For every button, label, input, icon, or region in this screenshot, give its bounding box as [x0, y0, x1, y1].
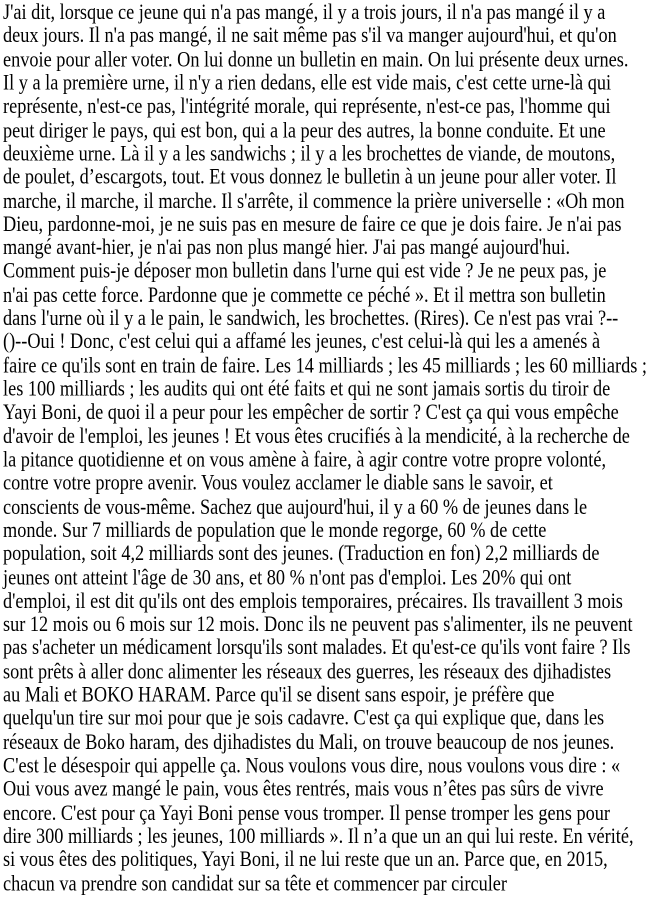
- text-line: dans l'urne où il y a le pain, le sandwich, les brochettes. (Rires). Ce n'est pas vrai ?--: [3, 305, 619, 331]
- text-line: n'ai pas cette force. Pardonne que je commette ce péché ». Et il mettra son bulletin: [3, 282, 606, 307]
- text-line: population, soit 4,2 milliards sont des jeunes. (Traduction en fon) 2,2 milliards de: [3, 541, 600, 566]
- text-line: représente, n'est-ce pas, l'intégrité morale, qui représente, n'est-ce pas, l'homme qui: [3, 93, 611, 119]
- text-line: dire 300 milliards ; les jeunes, 100 milliards ». Il n’a que un an qui lui reste. En vérité,: [3, 823, 634, 849]
- text-line: faire ce qu'ils sont en train de faire. Les 14 milliards ; les 45 milliards ; les 60 milliards ;: [3, 352, 647, 378]
- text-line: Oui vous avez mangé le pain, vous êtes rentrés, mais vous n’êtes pas sûrs de vivre: [3, 776, 604, 801]
- text-line: d'emploi, il est dit qu'ils ont des emplois temporaires, précaires. Ils travaillent 3 mois: [3, 588, 623, 613]
- text-line: conscients de vous-même. Sachez que aujourd'hui, il y a 60 % de jeunes dans le: [3, 494, 588, 519]
- text-line: pas s'acheter un médicament lorsqu'ils sont malades. Et qu'est-ce qu'ils vont faire ? Ils: [3, 635, 631, 660]
- text-line: les 100 milliards ; les audits qui ont été faits et qui ne sont jamais sortis du tiroir de: [3, 376, 611, 401]
- text-line: sont prêts à aller donc alimenter les réseaux des guerres, les réseaux des djihadistes: [3, 658, 612, 684]
- text-line: envoie pour aller voter. On lui donne un bulletin en main. On lui présente deux urnes.: [3, 46, 629, 72]
- text-line: Yayi Boni, de quoi il a peur pour les empêcher de sortir ? C'est ça qui vous empêche: [3, 399, 619, 425]
- text-line: sur 12 mois ou 6 mois sur 12 mois. Donc ils ne peuvent pas s'alimenter, ils ne peuvent: [3, 611, 633, 637]
- text-line: Comment puis-je déposer mon bulletin dans l'urne qui est vide ? Je ne peux pas, je: [3, 258, 607, 284]
- text-line: marche, il marche, il marche. Il s'arrête, il commence la prière universelle : «Oh mon: [3, 188, 625, 213]
- text-line: mangé avant-hier, je n'ai pas non plus mangé hier. J'ai pas mangé aujourd'hui.: [3, 235, 571, 260]
- text-line: chacun va prendre son candidat sur sa tête et commencer par circuler: [3, 870, 508, 896]
- text-line: d'avoir de l'emploi, les jeunes ! Et vous êtes crucifiés à la mendicité, à la recherche de: [3, 423, 630, 448]
- text-line: Dieu, pardonne-moi, je ne suis pas en mesure de faire ce que je dois faire. Je n'ai pas: [3, 211, 622, 237]
- text-line: contre votre propre avenir. Vous voulez acclamer le diable sans le savoir, et: [3, 470, 553, 495]
- text-line: réseaux de Boko haram, des djihadistes du Mali, on trouve beaucoup de nos jeunes.: [3, 729, 615, 754]
- text-line: au Mali et BOKO HARAM. Parce qu'il se disent sans espoir, je préfère que: [3, 682, 555, 707]
- text-line: quelqu'un tire sur moi pour que je sois cadavre. C'est ça qui explique que, dans les: [3, 705, 605, 731]
- text-line: encore. C'est pour ça Yayi Boni pense vous tromper. Il pense tromper les gens pour: [3, 800, 610, 825]
- text-line: J'ai dit, lorsque ce jeune qui n'a pas mangé, il y a trois jours, il n'a pas mangé il y a: [3, 0, 606, 25]
- text-line: monde. Sur 7 milliards de population que le monde regorge, 60 % de cette: [3, 517, 547, 543]
- text-line: jeunes ont atteint l'âge de 30 ans, et 80 % n'ont pas d'emploi. Les 20% qui ont: [3, 564, 572, 590]
- text-line: Il y a la première urne, il n'y a rien dedans, elle est vide mais, c'est cette urne-là qui: [3, 70, 612, 95]
- text-paragraph: [3, 1, 647, 896]
- text-line: C'est le désespoir qui appelle ça. Nous voulons vous dire, nous voulons vous dire : «: [3, 753, 621, 778]
- text-line: peut diriger le pays, qui est bon, qui a la peur des autres, la bonne conduite. Et une: [3, 117, 606, 142]
- text-line: deux jours. Il n'a pas mangé, il ne sait même pas s'il va manger aujourd'hui, et qu'on: [3, 23, 617, 48]
- text-line: deuxième urne. Là il y a les sandwichs ; il y a les brochettes de viande, de moutons,: [3, 140, 616, 166]
- text-line: la pitance quotidienne et on vous amène à faire, à agir contre votre propre volonté,: [3, 446, 607, 472]
- text-line: de poulet, d’escargots, tout. Et vous donnez le bulletin à un jeune pour aller voter. Il: [3, 164, 617, 189]
- text-line: si vous êtes des politiques, Yayi Boni, il ne lui reste que un an. Parce que, en 2015,: [3, 847, 608, 872]
- text-line: ()--Oui ! Donc, c'est celui qui a affamé les jeunes, c'est celui-là qui les a amenés à: [3, 329, 601, 354]
